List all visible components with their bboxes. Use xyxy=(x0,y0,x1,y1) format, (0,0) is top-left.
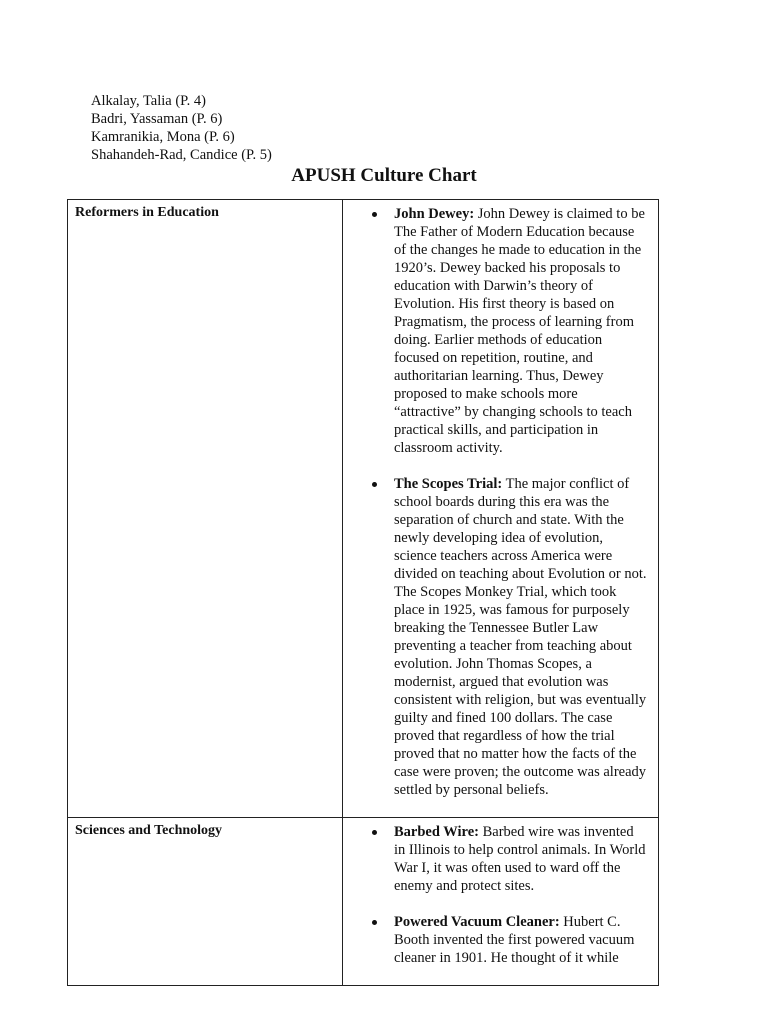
entry-term: The Scopes Trial: xyxy=(394,476,503,492)
entry-text: The major conflict of school boards during this era was the separation of church and state. With the newly developing idea of evolution, science teachers across America were divided on teaching about Evolution or not. The Scopes Monkey Trial, which took place in 1925, was famous for purposely breaking the Tennessee Butler Law preventing a teacher from teaching about evolution. John Thomas Scopes, a modernist, argued that evolution was consistent with religion, but was eventually guilty and fined 100 dollars. The case proved that regardless of how the trial proved that no matter how the facts of the case were proven; the outcome was already settled by personal beliefs. xyxy=(394,476,647,798)
author-name: Alkalay, Talia (P. 4) xyxy=(91,93,206,109)
category-cell: Sciences and Technology xyxy=(68,818,343,986)
bullet-list xyxy=(343,823,648,967)
entry-text: Hubert C. Booth invented the first powered vacuum cleaner in 1901. He thought of it while xyxy=(394,914,635,966)
list-item xyxy=(343,475,648,799)
table-row xyxy=(68,818,659,986)
entry-text: Barbed wire was invented in Illinois to help control animals. In World War I, it was often used to ward off the enemy and protect sites. xyxy=(394,824,646,894)
content-cell xyxy=(343,200,659,818)
list-item xyxy=(343,205,648,457)
table-row xyxy=(68,200,659,818)
category-cell: Reformers in Education xyxy=(68,200,343,818)
entry-term: Barbed Wire: xyxy=(394,824,479,840)
document-title: APUSH Culture Chart xyxy=(291,165,477,186)
entry-text: John Dewey is claimed to be The Father of Modern Education because of the changes he made to education in the 1920’s. Dewey backed his proposals to education with Darwin’s theory of Evolution. His first theory is based on Pragmatism, the process of learning from doing. Earlier methods of education focused on repetition, routine, and authoritarian learning. Thus, Dewey proposed to make schools more “attractive” by changing schools to teach practical skills, and participation in classroom activity. xyxy=(394,206,645,456)
author-name: Kamranikia, Mona (P. 6) xyxy=(91,129,235,145)
author-name: Badri, Yassaman (P. 6) xyxy=(91,111,223,127)
entry-term: Powered Vacuum Cleaner: xyxy=(394,914,560,930)
bullet-list xyxy=(343,205,648,799)
content-cell xyxy=(343,818,659,986)
entry-term: John Dewey: xyxy=(394,206,475,222)
author-name: Shahandeh-Rad, Candice (P. 5) xyxy=(91,147,272,163)
list-item xyxy=(343,913,648,967)
author-list xyxy=(91,92,272,164)
list-item xyxy=(343,823,648,895)
culture-chart-table xyxy=(67,199,659,986)
